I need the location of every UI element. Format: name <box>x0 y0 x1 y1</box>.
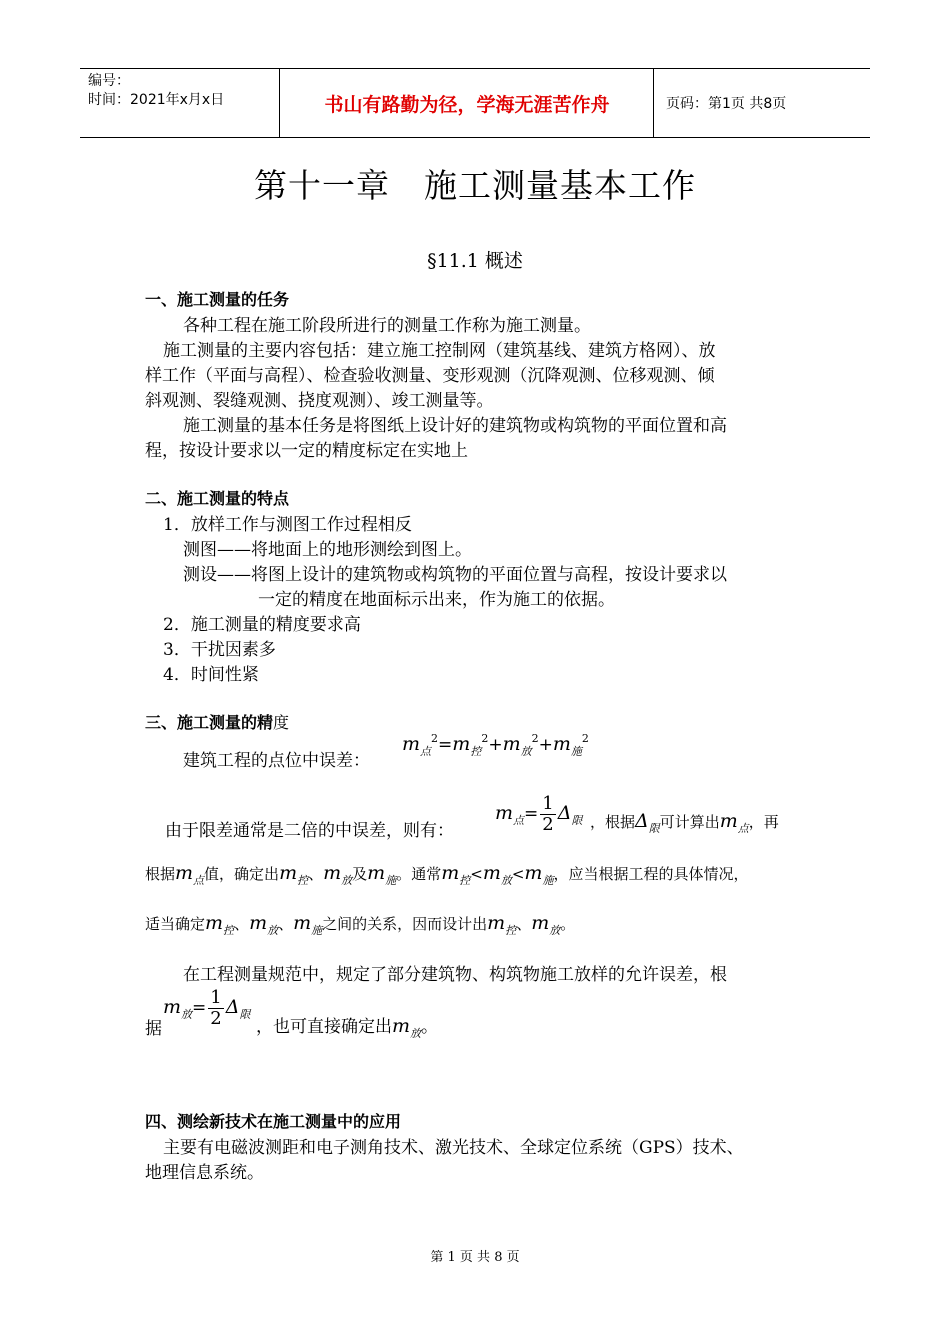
formula-glyph: m <box>452 733 471 755</box>
fraction <box>208 988 223 1029</box>
formula-glyph: 放 <box>410 1027 422 1040</box>
s4-heading: 四、测绘新技术在施工测量中的应用 <box>145 1112 402 1131</box>
s1-paragraph: 施工测量的主要内容包括：建立施工控制网（建筑基线、建筑方格网）、放 <box>163 341 716 361</box>
formula-glyph: 点 <box>513 814 525 827</box>
formula-glyph: m <box>205 912 224 934</box>
limit-formula <box>495 794 582 835</box>
formula-glyph: 2 <box>581 732 589 745</box>
time-label: 时间：2021年x月x日 <box>88 92 225 108</box>
formula-glyph: 点 <box>420 745 432 758</box>
formula-glyph: 。通常 <box>396 865 442 883</box>
s2-heading: 二、施工测量的特点 <box>145 489 290 508</box>
s1-paragraph: 施工测量的基本任务是将图纸上设计好的建筑物或构筑物的平面位置和高 <box>183 416 727 436</box>
formula-glyph: = <box>192 998 207 1018</box>
header-motto: 书山有路勤为径，学海无涯苦作舟 <box>281 69 654 137</box>
s1-paragraph: 程，按设计要求以一定的精度标定在实地上 <box>145 441 468 461</box>
formula-glyph: m <box>719 810 738 832</box>
formula-glyph: + <box>538 735 553 755</box>
point-error-formula <box>402 732 589 759</box>
spec-tail <box>256 1012 438 1041</box>
formula-glyph: = <box>524 804 539 824</box>
formula-glyph: 2 <box>210 1008 222 1029</box>
formula-glyph: m <box>552 733 571 755</box>
list-item: 测设——将图上设计的建筑物或构筑物的平面位置与高程，按设计要求以 <box>183 565 727 585</box>
list-item: 测图——将地面上的地形测绘到图上。 <box>183 540 472 560</box>
formula-glyph: 限 <box>239 1008 251 1021</box>
formula-glyph: m <box>175 862 194 884</box>
s1-paragraph: 样工作（平面与高程）、检查验收测量、变形观测（沉降观测、位移观测、倾 <box>145 366 715 386</box>
formula-glyph: m <box>249 912 268 934</box>
formula-glyph: m <box>482 862 501 884</box>
formula-glyph: 度 <box>273 713 290 732</box>
formula-glyph: + <box>488 735 503 755</box>
s4-paragraph: 地理信息系统。 <box>145 1163 264 1183</box>
formula-glyph: 点 <box>737 822 749 835</box>
formula-glyph: m <box>392 1015 411 1037</box>
formula-glyph: 放 <box>181 1008 193 1021</box>
formula-glyph: Δ <box>225 996 240 1018</box>
formula-glyph: Δ <box>557 802 572 824</box>
spec-text: 在工程测量规范中，规定了部分建筑物、构筑物施工放样的允许误差，根 <box>183 965 727 985</box>
document-header <box>80 68 870 138</box>
formula-glyph: 控 <box>459 874 471 887</box>
formula-glyph: 适当确定 <box>145 915 206 933</box>
s1-paragraph: 各种工程在施工阶段所进行的测量工作称为施工测量。 <box>183 316 591 336</box>
formula-glyph: 2 <box>531 732 539 745</box>
formula-glyph: 1 <box>210 987 222 1008</box>
formula-glyph: 2 <box>431 732 439 745</box>
formula-glyph: 施 <box>311 924 323 937</box>
formula-glyph: 。 <box>560 915 576 933</box>
formula-glyph: < <box>470 865 483 883</box>
formula-glyph: 根据 <box>145 865 176 883</box>
formula-glyph: 放 <box>500 874 512 887</box>
formula-label: 建筑工程的点位中误差： <box>183 751 370 771</box>
list-item: 一定的精度在地面标示出来，作为施工的依据。 <box>258 590 615 610</box>
formula-glyph: m <box>402 733 421 755</box>
formula-glyph: 控 <box>223 924 235 937</box>
spec-start: 据 <box>145 1019 162 1039</box>
formula-glyph: 1 <box>542 793 554 814</box>
formula-glyph: m <box>367 862 386 884</box>
list-item: 3．干扰因素多 <box>163 640 276 660</box>
chapter-title: 第十一章 施工测量基本工作 <box>254 166 696 205</box>
formula-glyph: 控 <box>505 924 517 937</box>
page-footer: 第 1 页 共 8 页 <box>430 1250 520 1265</box>
formula-glyph: 放 <box>341 874 353 887</box>
list-item: 1．放样工作与测图工作过程相反 <box>163 515 412 535</box>
fraction <box>540 794 555 835</box>
formula-glyph: 、 <box>234 915 250 933</box>
formula-glyph: ，再 <box>748 813 779 831</box>
header-page-label: 页码：第1页 共8页 <box>666 96 787 112</box>
formula-glyph: 施 <box>542 874 554 887</box>
formula-glyph: ，也可直接确定出 <box>256 1017 392 1037</box>
formula-glyph: 放 <box>520 745 532 758</box>
formula-glyph: ，应当根据工程的具体情况， <box>553 865 749 883</box>
formula-glyph: m <box>531 912 550 934</box>
list-item: 2．施工测量的精度要求高 <box>163 615 361 635</box>
formula-glyph: 之间的关系，因而设计出 <box>322 915 488 933</box>
formula-glyph: m <box>441 862 460 884</box>
formula-glyph: 控 <box>297 874 309 887</box>
formula-glyph: 施 <box>570 745 582 758</box>
s3-heading <box>145 710 289 733</box>
formula-glyph: Δ <box>635 810 649 832</box>
s4-paragraph: 主要有电磁波测距和电子测角技术、激光技术、全球定位系统（GPS）技术、 <box>163 1138 744 1158</box>
number-label: 编号： <box>88 73 130 89</box>
formula-glyph: 限 <box>648 822 660 835</box>
formula-glyph: m <box>279 862 298 884</box>
formula-glyph: 2 <box>481 732 489 745</box>
formula-glyph: 三、施工测量的精 <box>145 713 274 732</box>
formula-glyph: = <box>438 735 453 755</box>
formula-glyph: m <box>163 996 182 1018</box>
relation-text <box>145 862 748 888</box>
formula-glyph: 及 <box>352 865 368 883</box>
relation-text <box>145 912 575 938</box>
header-info-cell <box>80 69 280 137</box>
formula-glyph: 2 <box>542 814 554 835</box>
list-item: 4．时间性紧 <box>163 665 259 685</box>
formula-glyph: 点 <box>193 874 205 887</box>
formula-glyph: 。 <box>421 1017 439 1037</box>
formula-glyph: 、 <box>308 865 324 883</box>
formula-glyph: m <box>502 733 521 755</box>
spec-formula <box>163 988 250 1029</box>
formula-glyph: 放 <box>267 924 279 937</box>
formula-glyph: 施 <box>385 874 397 887</box>
s1-heading: 一、施工测量的任务 <box>145 290 290 309</box>
section-title: §11.1 概述 <box>427 250 523 272</box>
formula-glyph: 、 <box>516 915 532 933</box>
formula-glyph: 控 <box>470 745 482 758</box>
formula-glyph: ，根据 <box>590 813 636 831</box>
formula-glyph: m <box>495 802 514 824</box>
formula-glyph: 放 <box>549 924 561 937</box>
limit-tail <box>590 810 779 836</box>
formula-glyph: 值，确定出 <box>204 865 280 883</box>
formula-glyph: 、 <box>278 915 294 933</box>
s1-paragraph: 斜观测、裂缝观测、挠度观测）、竣工测量等。 <box>145 391 494 411</box>
formula-glyph: m <box>323 862 342 884</box>
formula-glyph: < <box>511 865 525 883</box>
formula-glyph: m <box>524 862 543 884</box>
formula-glyph: 限 <box>571 814 583 827</box>
formula-glyph: m <box>293 912 312 934</box>
formula-glyph: 可计算出 <box>659 813 720 831</box>
formula-glyph: m <box>487 912 506 934</box>
limit-text: 由于限差通常是二倍的中误差，则有： <box>165 821 454 841</box>
